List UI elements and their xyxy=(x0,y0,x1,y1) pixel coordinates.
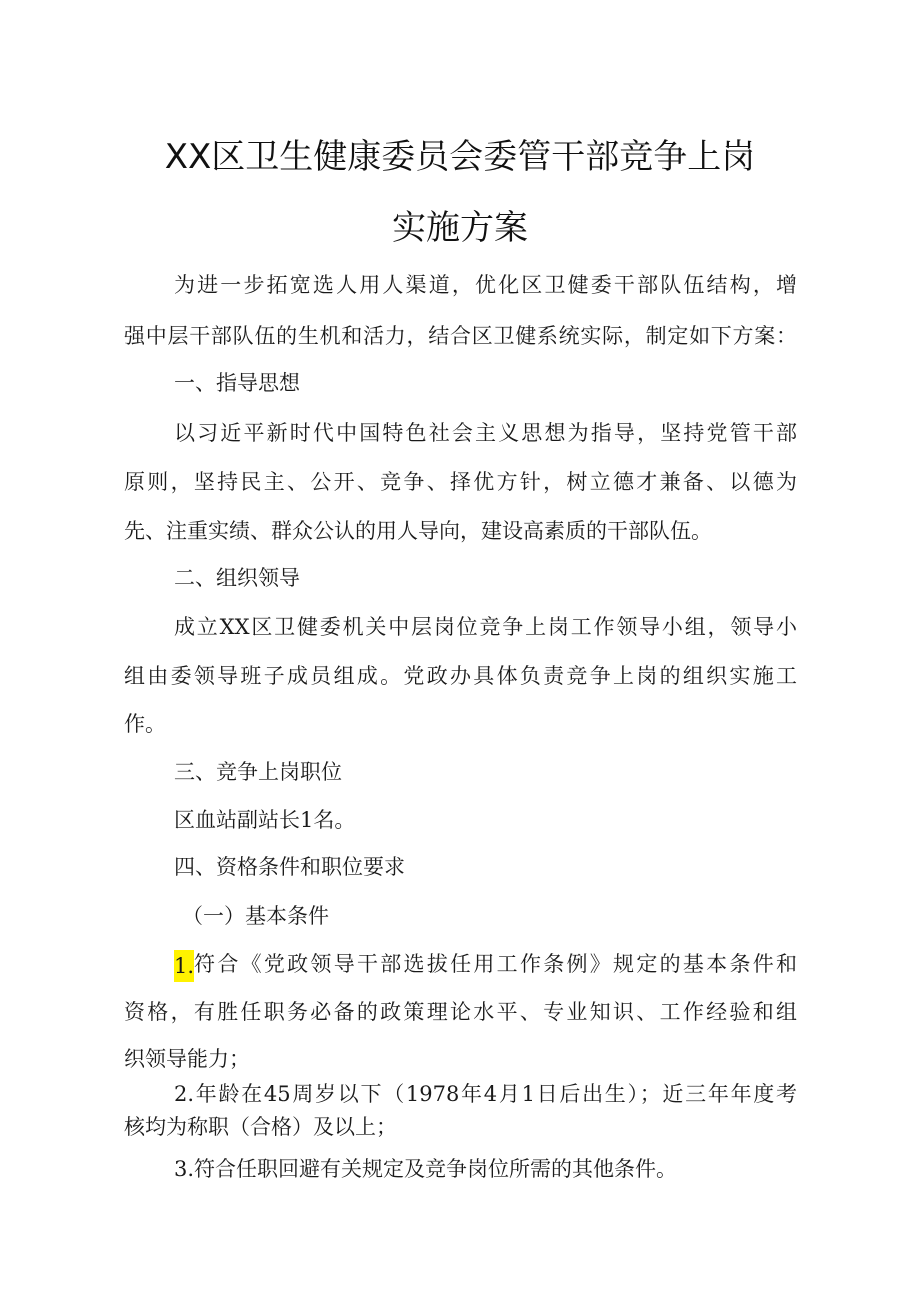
item1-line-3: 织领导能力； xyxy=(124,1047,250,1071)
item1-line-2: 资格，有胜任职务必备的政策理论水平、专业知识、工作经验和组 xyxy=(124,1000,797,1024)
item1-line-1-text: 符合《党政领导干部选拔任用工作条例》规定的基本条件和 xyxy=(194,952,797,976)
section1-line-3: 先、注重实绩、群众公认的用人导向，建设高素质的干部队伍。 xyxy=(124,519,712,543)
section2-line-1: 成立XX区卫健委机关中层岗位竞争上岗工作领导小组，领导小 xyxy=(174,615,797,639)
document-title-line-1: XX区卫生健康委员会委管干部竞争上岗 xyxy=(164,137,756,177)
item2-line-1: 2.年龄在45周岁以下（1978年4月1日后出生）；近三年年度考 xyxy=(174,1082,797,1106)
item1-line-1 xyxy=(174,950,797,982)
section-heading-qualifications: 四、资格条件和职位要求 xyxy=(174,855,405,879)
section2-line-3: 作。 xyxy=(124,712,166,736)
section2-line-2: 组由委领导班子成员组成。党政办具体负责竞争上岗的组织实施工 xyxy=(124,664,797,688)
intro-line-1: 为进一步拓宽选人用人渠道，优化区卫健委干部队伍结构，增 xyxy=(174,273,797,297)
section3-line-1: 区血站副站长1名。 xyxy=(174,808,356,832)
document-title-line-2: 实施方案 xyxy=(392,208,528,248)
section-heading-organization: 二、组织领导 xyxy=(174,566,300,590)
highlighted-item-number: 1. xyxy=(174,950,194,982)
section1-line-2: 原则，坚持民主、公开、竞争、择优方针，树立德才兼备、以德为 xyxy=(124,470,797,494)
section-heading-guiding-ideology: 一、指导思想 xyxy=(174,371,300,395)
section-heading-positions: 三、竞争上岗职位 xyxy=(174,760,342,784)
subsection-heading-basic-conditions: （一）基本条件 xyxy=(182,904,329,928)
item3-line-1: 3.符合任职回避有关规定及竞争岗位所需的其他条件。 xyxy=(174,1157,678,1181)
section1-line-1: 以习近平新时代中国特色社会主义思想为指导，坚持党管干部 xyxy=(174,421,797,445)
item2-line-2: 核均为称职（合格）及以上； xyxy=(124,1115,397,1139)
intro-line-2: 强中层干部队伍的生机和活力，结合区卫健系统实际，制定如下方案： xyxy=(124,324,797,348)
